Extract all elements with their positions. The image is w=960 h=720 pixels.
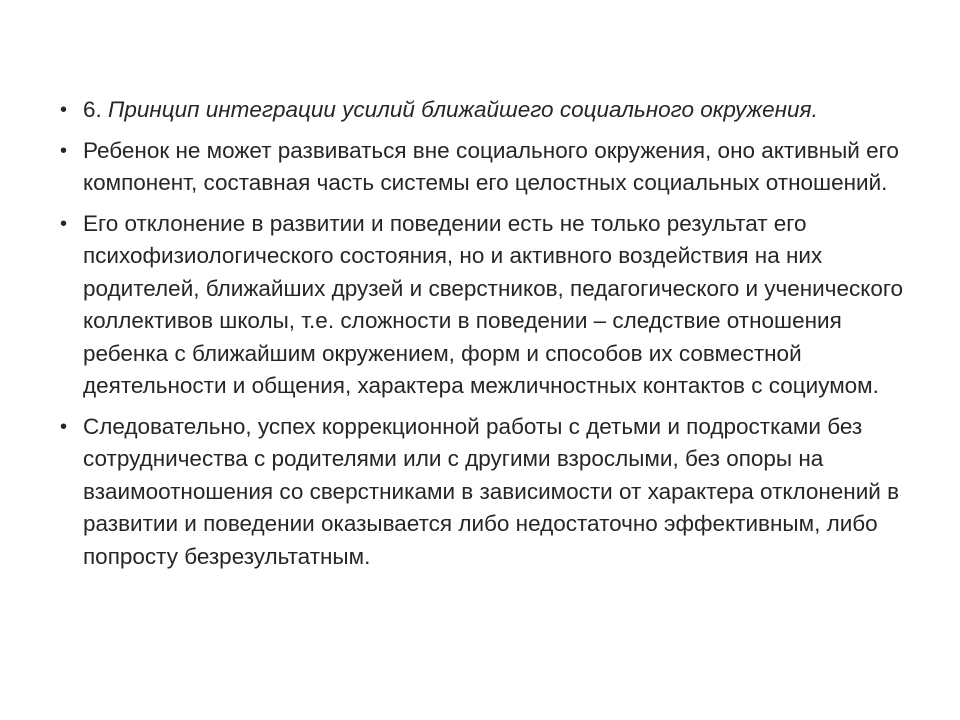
bullet-item-conclusion <box>58 411 918 574</box>
principle-title: Принцип интеграции усилий ближайшего социального окружения. <box>108 97 818 122</box>
bullet-dot-icon: • <box>60 415 68 438</box>
bullet-item-principle <box>58 94 918 127</box>
bullet-dot-icon: • <box>60 212 68 235</box>
bullet-text: Ребенок не может развиваться вне социального окружения, оно активный его компонент, составная часть системы его целостных социальных отношений. <box>83 137 899 195</box>
principle-number: 6. <box>83 97 102 122</box>
bullet-item-social-environment <box>58 135 918 200</box>
bullet-dot-icon: • <box>60 139 68 162</box>
bullet-item-deviation <box>58 208 918 403</box>
bullet-text: Его отклонение в развитии и поведении есть не только результат его психофизиологического состояния, но и активного воздействия на них родителей, ближайших друзей и сверстников, педагогического и ученического коллективов школы, т.е. сложности в поведении – следствие отношения ребенка с ближайшим окружением, форм и способов их совместной деятельности и общения, характера межличностных контактов с социумом. <box>83 210 904 398</box>
bullet-dot-icon: • <box>60 99 68 121</box>
bullet-list <box>58 94 918 581</box>
bullet-text: Следовательно, успех коррекционной работы с детьми и подростками без сотрудничества с родителями или с другими взрослыми, без опоры на взаимоотношения со сверстниками в зависимости от характера отклонений в развитии и поведении оказывается либо недостаточно эффективным, либо попросту безрезультатным. <box>83 413 900 569</box>
